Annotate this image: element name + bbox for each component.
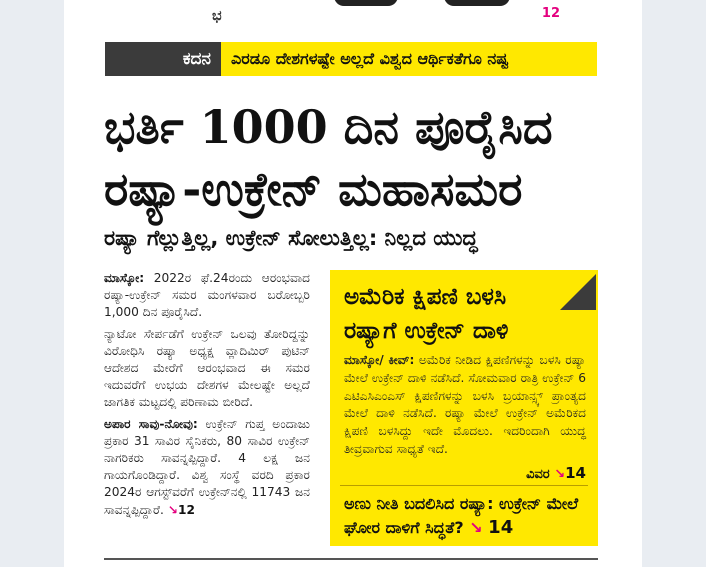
sidebar-more-link[interactable] [526,464,586,482]
sidebar-dateline: ಮಾಸ್ಕೋ/ ಕೀವ್: [344,353,415,367]
arrow-down-right-icon: ↘ [167,502,178,517]
body-text: 2022ರ ಫೆ.24ರಂದು ಆರಂಭವಾದ ರಷ್ಯಾ-ಉಕ್ರೇನ್ ಸಮರ ಮಂಗಳವಾರ ಬರೋಬ್ಬರಿ 1,000 ದಿನ ಪೂರೈಸಿದೆ. [104,271,310,320]
bottom-divider [104,558,598,560]
kicker-strap: ಎರಡೂ ದೇಶಗಳಷ್ಟೇ ಅಲ್ಲದೆ ವಿಶ್ವದ ಆರ್ಥಿಕತೆಗೂ ನಷ್ಟ [231,49,509,68]
sidebar-teaser[interactable] [344,492,588,540]
sidebar-title-line-2: ರಷ್ಯಾಗೆ ಉಕ್ರೇನ್ ದಾಳಿ [344,318,509,344]
sidebar-text: ಅಮೆರಿಕ ನೀಡಿದ ಕ್ಷಿಪಣಿಗಳನ್ನು ಬಳಸಿ ರಷ್ಯಾ ಮೇಲೆ ಉಕ್ರೇನ್ ದಾಳಿ ನಡೆಸಿದೆ. ಸೋಮವಾರ ರಾತ್ರಿ ಉಕ್ರೇನ್ 6 ಎಟಿಎಸಿಎಂಎಸ್ ಕ್ಷಿಪಣಿಗಳನ್ನು ಬಳಸಿ ಬ್ರಯಾನ್ಸ್ಕ್ ಪ್ರಾಂತ್ಯದ ಮೇಲೆ ದಾಳಿ ನಡೆಸಿದೆ. ರಷ್ಯಾ ಮೇಲೆ ಉಕ್ರೇನ್ ಅಮೆರಿಕದ ಕ್ಷಿಪಣಿ ಬಳಸಿದ್ದು ಇದೇ ಮೊದಲು. ಇದರಿಂದಾಗಿ ಯುದ್ಧ ತೀವ್ರವಾಗುವ ಸಾಧ್ಯತೆ ಇದೆ. [344,353,586,456]
body-paragraph [104,270,310,322]
masthead-page-number: 12 [541,6,560,21]
masthead-strip [64,0,642,24]
kicker-bar [105,42,597,76]
subheadline: ರಷ್ಯಾ ಗೆಲ್ಲುತ್ತಿಲ್ಲ, ಉಕ್ರೇನ್ ಸೋಲುತ್ತಿಲ್ಲ: ನಿಲ್ಲದ ಯುದ್ಧ [104,226,478,250]
arrow-down-right-icon: ↘ [554,467,566,482]
headline-line-2: ರಷ್ಯಾ-ಉಕ್ರೇನ್ ಮಹಾಸಮರ [104,162,523,216]
teaser-page-number: 14 [488,517,514,538]
continued-page-number: 12 [177,502,195,517]
sidebar-title-line-1: ಅಮೆರಿಕ ಕ್ಷಿಪಣಿ ಬಳಸಿ [344,284,507,310]
sidebar-divider [340,485,588,486]
masthead-fragment: ಭ [212,8,222,24]
more-page-number: 14 [565,464,586,482]
article-body [104,270,310,523]
sidebar-body [344,352,586,459]
sidebar-story-box [330,270,598,546]
body-paragraph [104,416,310,519]
section-tag: ಕದನ [105,42,221,76]
more-label: ವಿವರ [526,467,550,482]
teaser-text: ಅಣು ನೀತಿ ಬದಲಿಸಿದ ರಷ್ಯಾ: ಉಕ್ರೇನ್ ಮೇಲೆ ಘೋರ ದಾಳಿಗೆ ಸಿದ್ಧತೆ? [344,494,579,537]
arrow-down-right-icon: ↘ [469,518,483,537]
dateline: ಮಾಸ್ಕೋ: [104,271,145,285]
masthead-mark [444,0,510,6]
masthead-mark [334,0,398,6]
page-corner-icon [560,274,596,310]
headline-line-1: ಭರ್ತಿ 1000 ದಿನ ಪೂರೈಸಿದ [104,100,553,154]
paragraph-lead: ಅಪಾರ ಸಾವು-ನೋವು: [104,416,198,431]
sidebar-title [344,280,564,348]
continued-page-ref[interactable] [168,503,195,517]
body-text: ಉಕ್ರೇನ್ ಗುಪ್ತ ಅಂದಾಜು ಪ್ರಕಾರ 31 ಸಾವಿರ ಸೈನಿಕರು, 80 ಸಾವಿರ ಉಕ್ರೇನ್ ನಾಗರಿಕರು ಸಾವನ್ನಪ್ಪಿದ್ದಾರೆ. 4 ಲಕ್ಷ ಜನ ಗಾಯಗೊಂಡಿದ್ದಾರೆ. ವಿಶ್ವ ಸಂಸ್ಥೆ ವರದಿ ಪ್ರಕಾರ 2024ರ ಆಗಸ್ಟ್‌ವರೆಗೆ ಉಕ್ರೇನ್‌ನಲ್ಲಿ 11743 ಜನ ಸಾವನ್ನಪ್ಪಿದ್ದಾರೆ. [104,416,310,517]
newspaper-page [64,0,642,567]
body-paragraph: ನ್ಯಾಟೋ ಸೇರ್ಪಡೆಗೆ ಉಕ್ರೇನ್ ಒಲವು ತೋರಿದ್ದನ್ನು ವಿರೋಧಿಸಿ ರಷ್ಯಾ ಅಧ್ಯಕ್ಷ ವ್ಲಾದಿಮಿರ್ ಪುಟಿನ್ ಆದೇಶದ ಮೇರೆಗೆ ಆರಂಭವಾದ ಈ ಸಮರ ಇದುವರೆಗೆ ಉಭಯ ದೇಶಗಳ ಮೇಲಷ್ಟೇ ಅಲ್ಲದೆ ಜಾಗತಿಕ ಮಟ್ಟದಲ್ಲಿ ಪರಿಣಾಮ ಬೀರಿದೆ. [104,326,310,410]
